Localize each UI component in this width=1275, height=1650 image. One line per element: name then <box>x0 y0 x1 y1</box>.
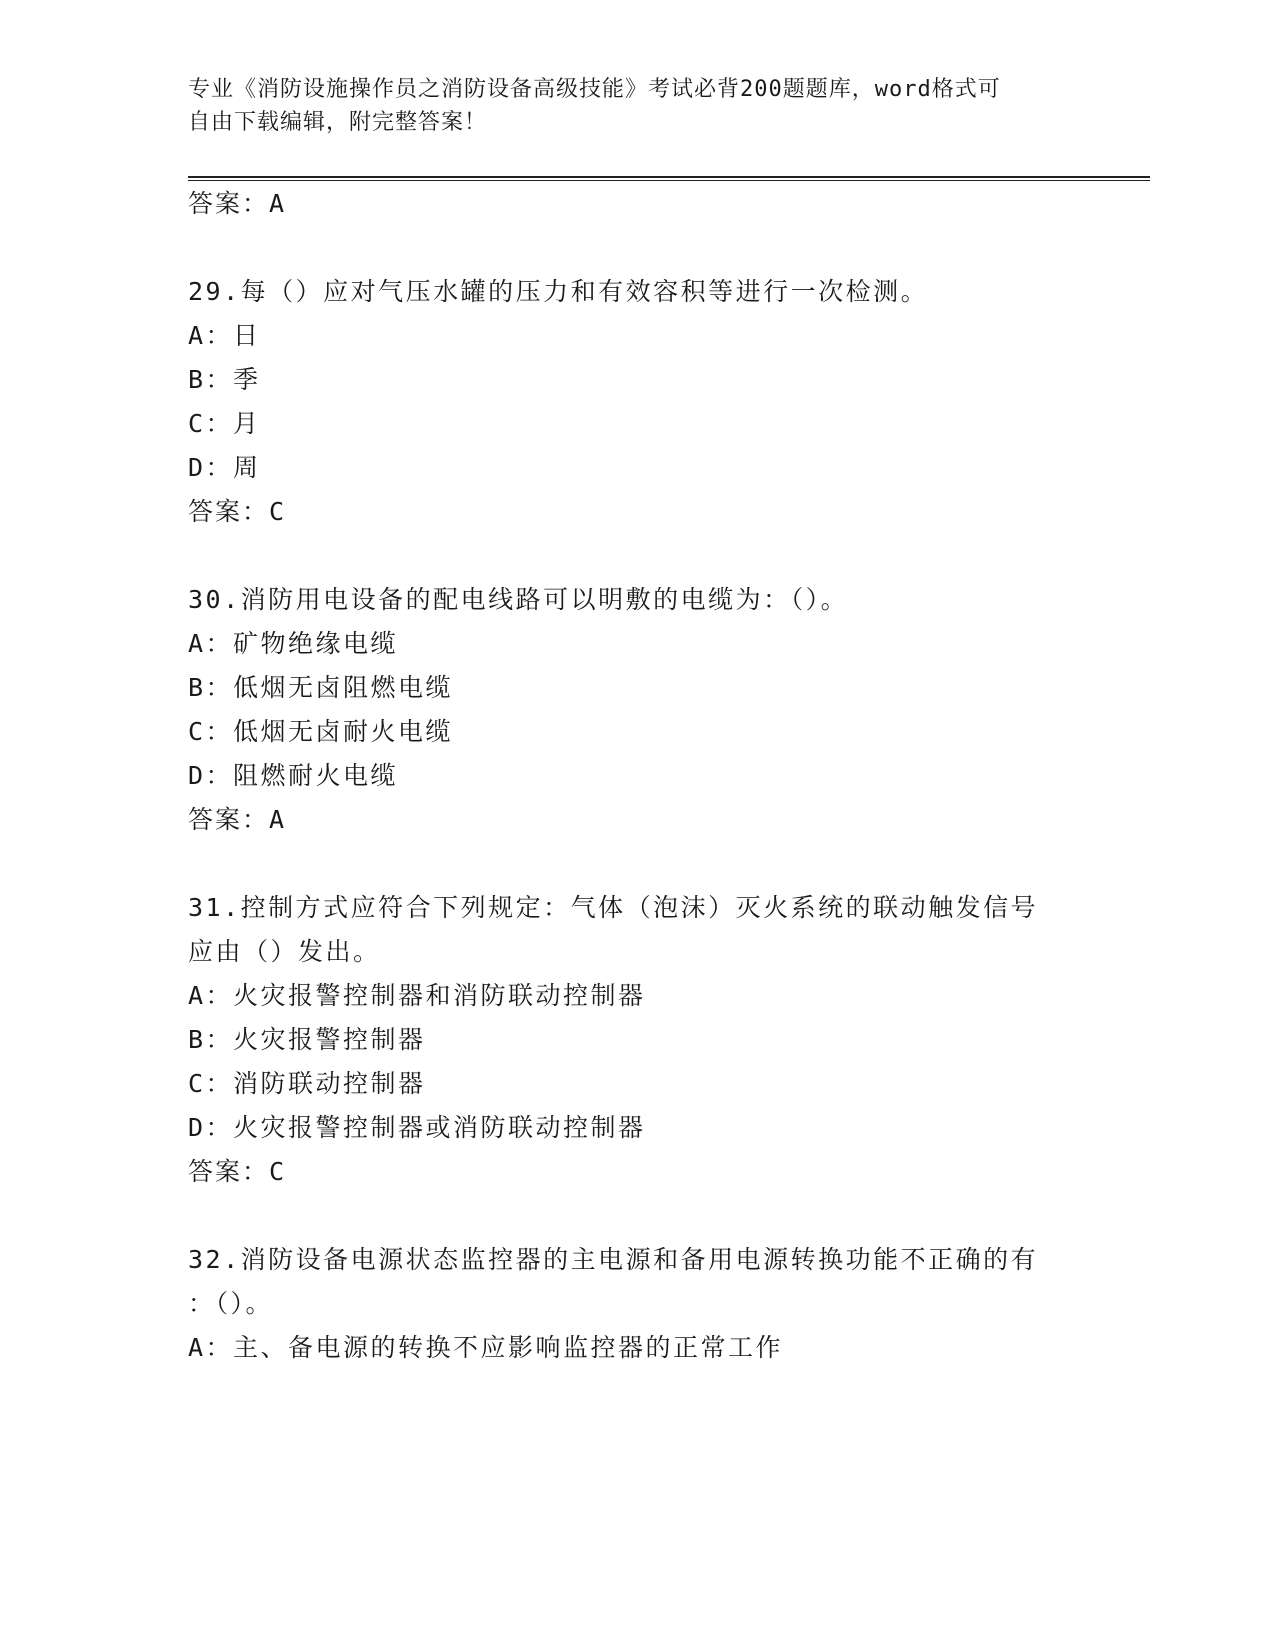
header-divider <box>188 176 1150 181</box>
header-line-1: 专业《消防设施操作员之消防设备高级技能》考试必背200题题库，word格式可 <box>188 77 1001 102</box>
question-29-stem: 29.每（）应对气压水罐的压力和有效容积等进行一次检测。 <box>188 277 929 306</box>
question-32-stem-line-1: 32.消防设备电源状态监控器的主电源和备用电源转换功能不正确的有 <box>188 1245 1039 1274</box>
question-29-answer: 答案：C <box>188 497 287 526</box>
question-29-option-d: D：周 <box>188 453 261 482</box>
question-31-stem-line-2: 应由（）发出。 <box>188 937 381 966</box>
question-29-option-b: B：季 <box>188 365 261 394</box>
question-31-option-a: A：火灾报警控制器和消防联动控制器 <box>188 981 646 1010</box>
question-31-option-c: C：消防联动控制器 <box>188 1069 426 1098</box>
header-line-2: 自由下载编辑，附完整答案！ <box>188 110 488 135</box>
question-31-option-d: D：火灾报警控制器或消防联动控制器 <box>188 1113 646 1142</box>
question-30-option-d: D：阻燃耐火电缆 <box>188 761 399 790</box>
question-30-option-b: B：低烟无卤阻燃电缆 <box>188 673 454 702</box>
question-32-stem-line-2: ：（）。 <box>188 1289 274 1318</box>
document-header <box>188 73 1068 139</box>
question-29-option-c: C：月 <box>188 409 261 438</box>
question-30-answer: 答案：A <box>188 805 287 834</box>
question-30-option-a: A：矿物绝缘电缆 <box>188 629 399 658</box>
question-31-answer: 答案：C <box>188 1157 287 1186</box>
question-30-option-c: C：低烟无卤耐火电缆 <box>188 717 454 746</box>
question-31-stem-line-1: 31.控制方式应符合下列规定：气体（泡沫）灭火系统的联动触发信号 <box>188 893 1039 922</box>
answer-line: 答案：A <box>188 189 287 218</box>
question-31-option-b: B：火灾报警控制器 <box>188 1025 426 1054</box>
question-29-option-a: A：日 <box>188 321 261 350</box>
question-30-stem: 30.消防用电设备的配电线路可以明敷的电缆为：（）。 <box>188 585 849 614</box>
question-32-option-a: A：主、备电源的转换不应影响监控器的正常工作 <box>188 1333 784 1362</box>
